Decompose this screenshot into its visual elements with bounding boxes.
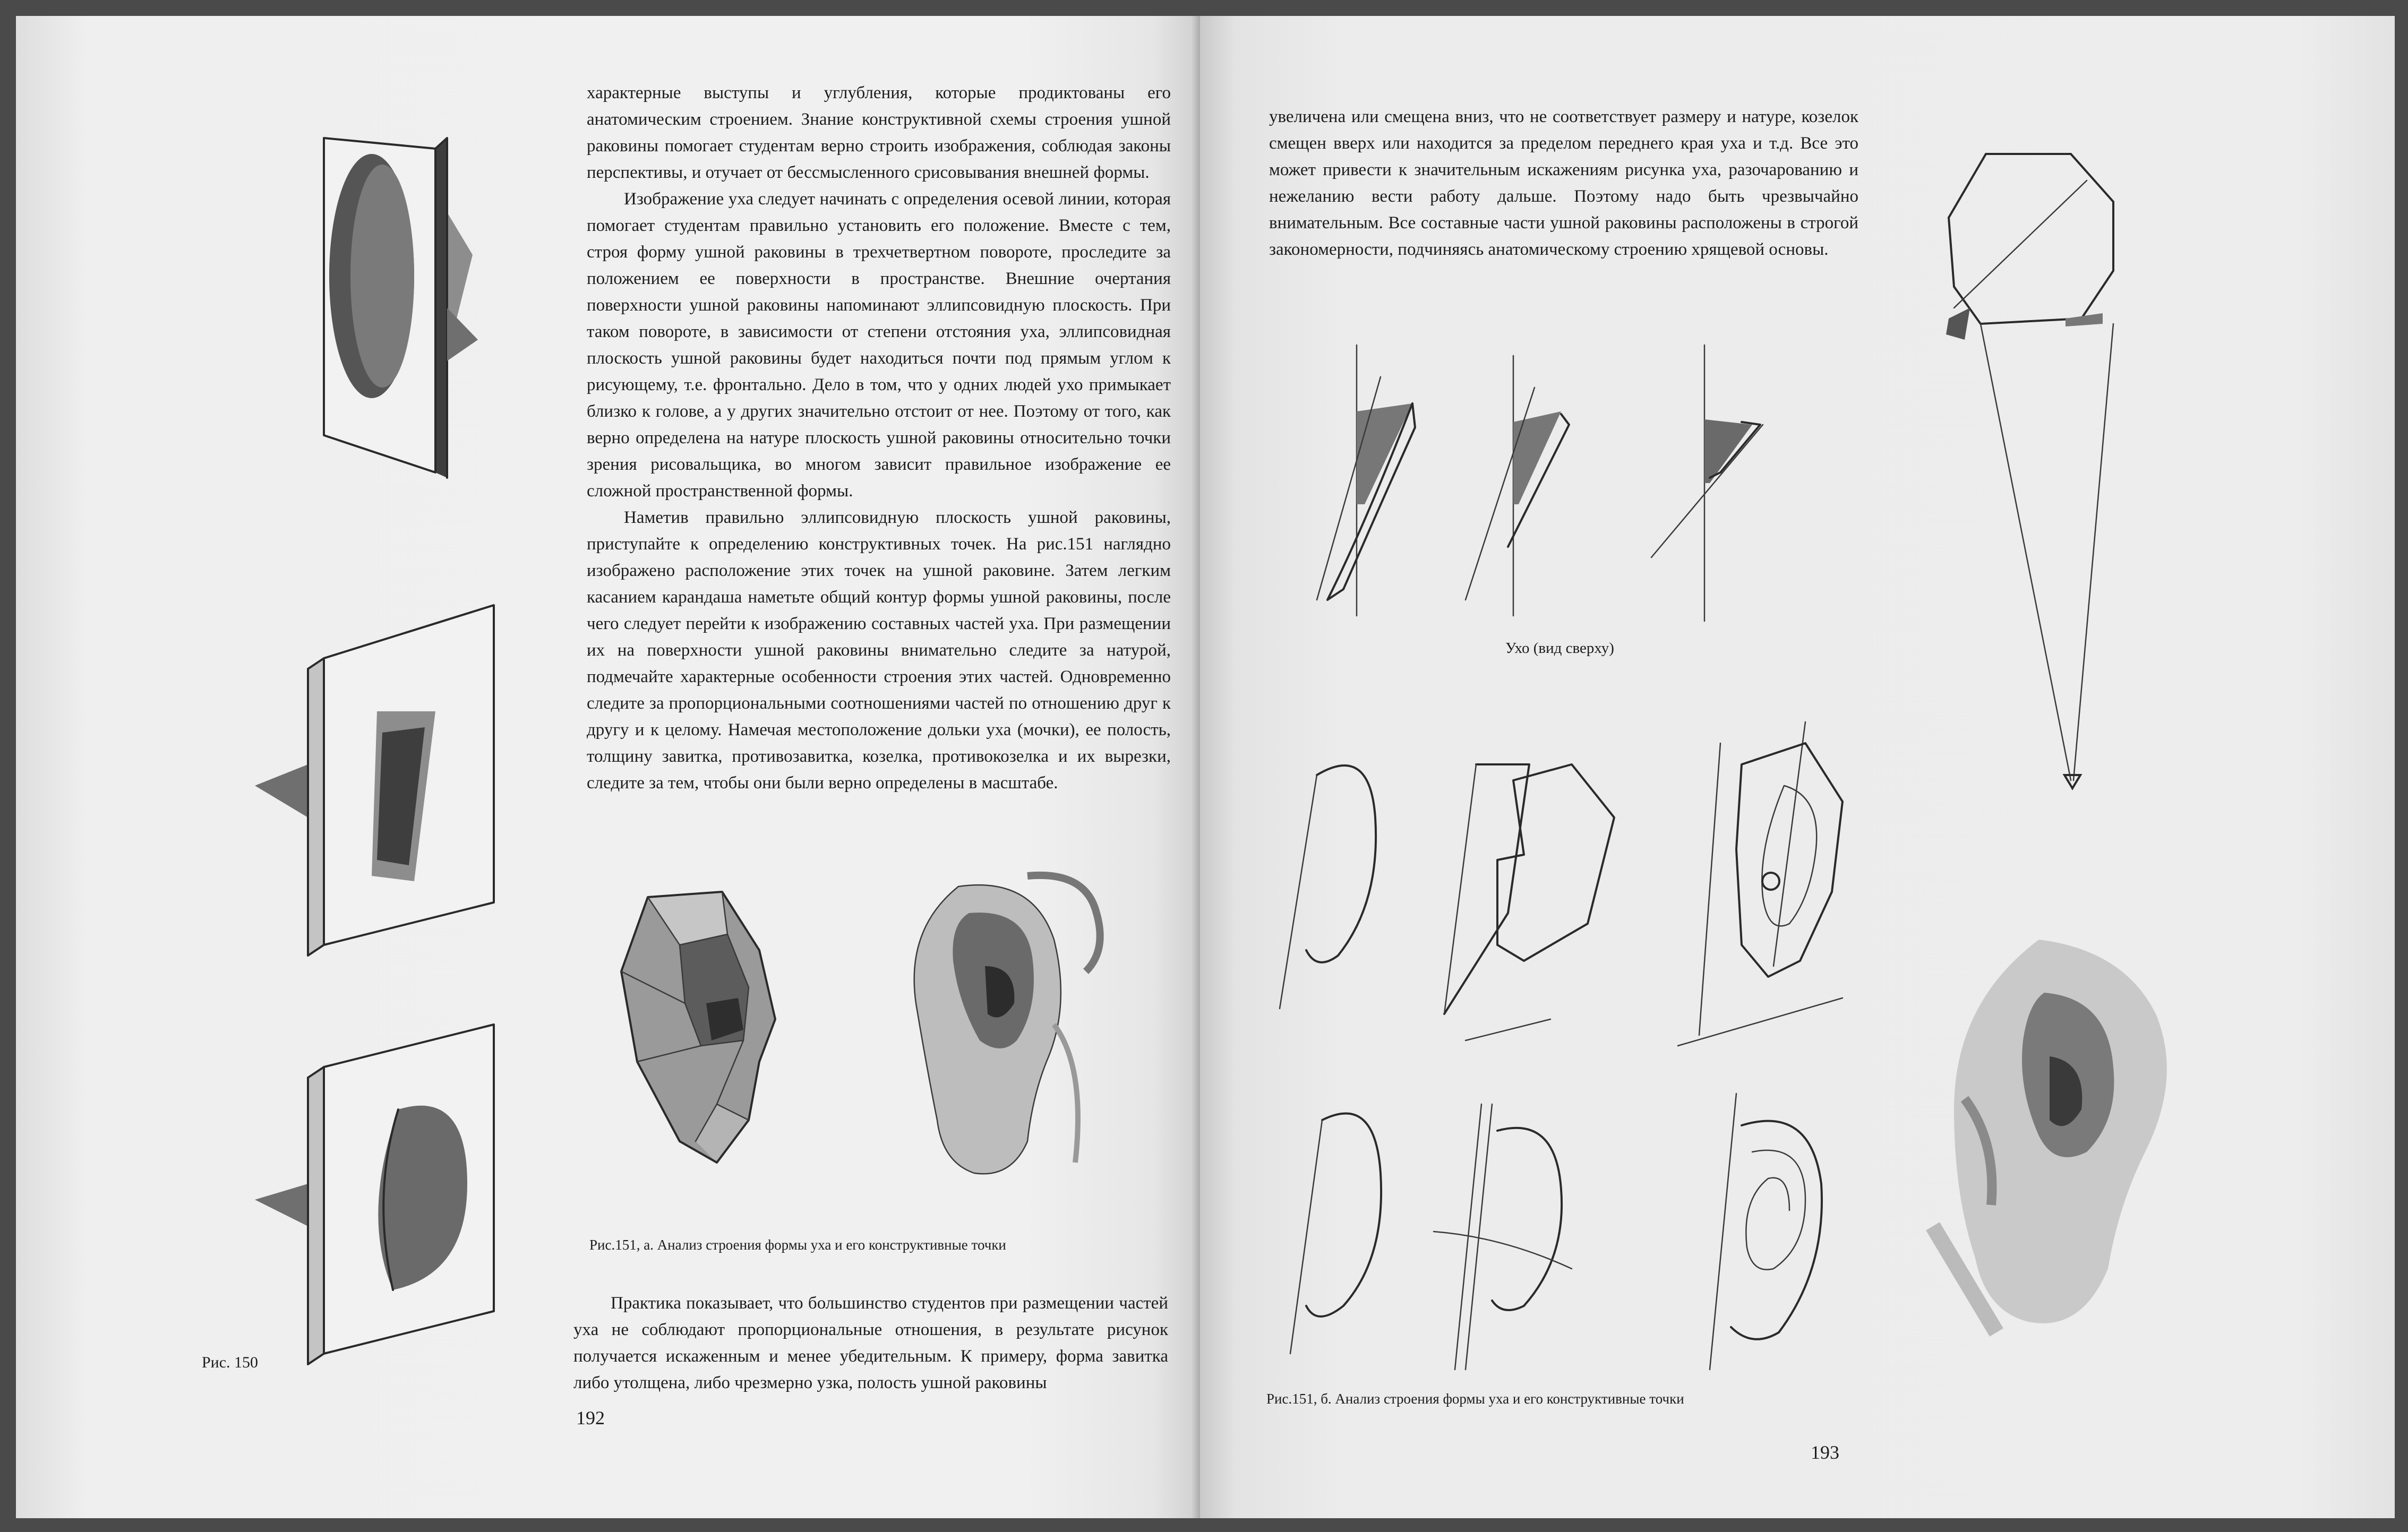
figure-151b-detailed-ear xyxy=(1933,929,2209,1354)
paragraph-3: Наметив правильно эллипсовидную плоскость ушной раковины, приступайте к определению конструктивных точек. На рис.151 наглядно изображено расположение этих точек на ушной раковине. Затем легким касанием карандаша наметьте общий контур формы ушной раковины, после чего следует перейти к изображению составных частей уха. При размещении их на поверхности ушной раковины внимательно следите за натурой, подмечайте характерные особенности строения этих частей. Одновременно следите за пропорциональными соотношениями частей по отношению друг к другу и к целому. Намечая местоположение дольки уха (мочки), ее полость, толщину завитка, противозавитка, козелка, противокозелка и их вырезки, следите за тем, чтобы они были верно определены в масштабе. xyxy=(587,508,1171,793)
caption-figure-150: Рис. 150 xyxy=(202,1354,259,1371)
paragraph-5: увеличена или смещена вниз, что не соответствует размеру и натуре, козелок смещен вверх или находится за пределом переднего края уха и т.д. Все это может привести к значительным искажениям рисунка уха, разочарованию и нежеланию вести работу дальше. Поэтому надо быть чрезвычайно внимательным. Все составные части ушной раковины расположены в строгой закономерности, подчиняясь анатомическому строению хрящевой основы. xyxy=(1269,107,1858,259)
caption-figure-151a: Рис.151, а. Анализ строения формы уха и его конструктивные точки xyxy=(589,1237,1006,1253)
page-number-right: 193 xyxy=(1811,1442,1839,1463)
figure-151b-construction-row-2 xyxy=(1274,1094,1858,1385)
caption-ear-top-view: Ухо (вид сверху) xyxy=(1505,640,1614,657)
caption-figure-151b: Рис.151, б. Анализ строения формы уха и его конструктивные точки xyxy=(1266,1391,1684,1407)
figure-150-plate-top xyxy=(303,106,504,520)
figure-151a-detailed-ear xyxy=(895,865,1118,1184)
paragraph-4: Практика показывает, что большинство студентов при размещении частей уха не соблюдают пропорциональные отношения, в результате рисунок получается искаженным и менее убедительным. К примеру, форма завитка либо утолщена, либо чрезмерно узка, полость ушной раковины xyxy=(573,1294,1168,1392)
left-bottom-text xyxy=(573,1290,1168,1396)
figure-150-plate-bottom xyxy=(239,1025,515,1375)
figure-151b-construction-row-1 xyxy=(1274,722,1858,1051)
figure-150-plate-middle xyxy=(239,605,515,966)
page-number-left: 192 xyxy=(576,1407,605,1428)
paragraph-1: характерные выступы и углубления, которые продиктованы его анатомическим строением. Знание конструктивной схемы строения ушной раковины помогает студентам верно строить изображения, соблюдая законы перспективы, и отучает от бессмысленного срисовывания внешней формы. xyxy=(587,83,1171,182)
left-page xyxy=(16,16,1200,1518)
right-text-block xyxy=(1269,104,1858,263)
figure-head-top-view xyxy=(1933,143,2177,802)
figure-151a-faceted-ear xyxy=(616,887,818,1173)
right-page xyxy=(1200,16,2395,1518)
paragraph-2: Изображение уха следует начинать с определения осевой линии, которая помогает студентам правильно установить его положение. Вместе с тем, строя форму ушной раковины в трехчетвертном повороте, проследите за положением ее поверхности в пространстве. Внешние очертания поверхности ушной раковины напоминают эллипсовидную плоскость. При таком повороте, в зависимости от степени отстояния уха, эллипсовидная плоскость ушной раковины будет находиться почти под прямым углом к рисующему, т.е. фронтально. Дело в том, что у одних людей ухо примыкает близко к голове, а у других значительно отстоит от нее. Поэтому от того, как верно определена на натуре плоскость ушной раковины относительно точки зрения рисовальщика, во многом зависит правильное изображение ее сложной пространственной формы. xyxy=(587,190,1171,501)
left-text-block xyxy=(587,80,1171,796)
figure-ear-top-view-sequence xyxy=(1285,334,1869,632)
